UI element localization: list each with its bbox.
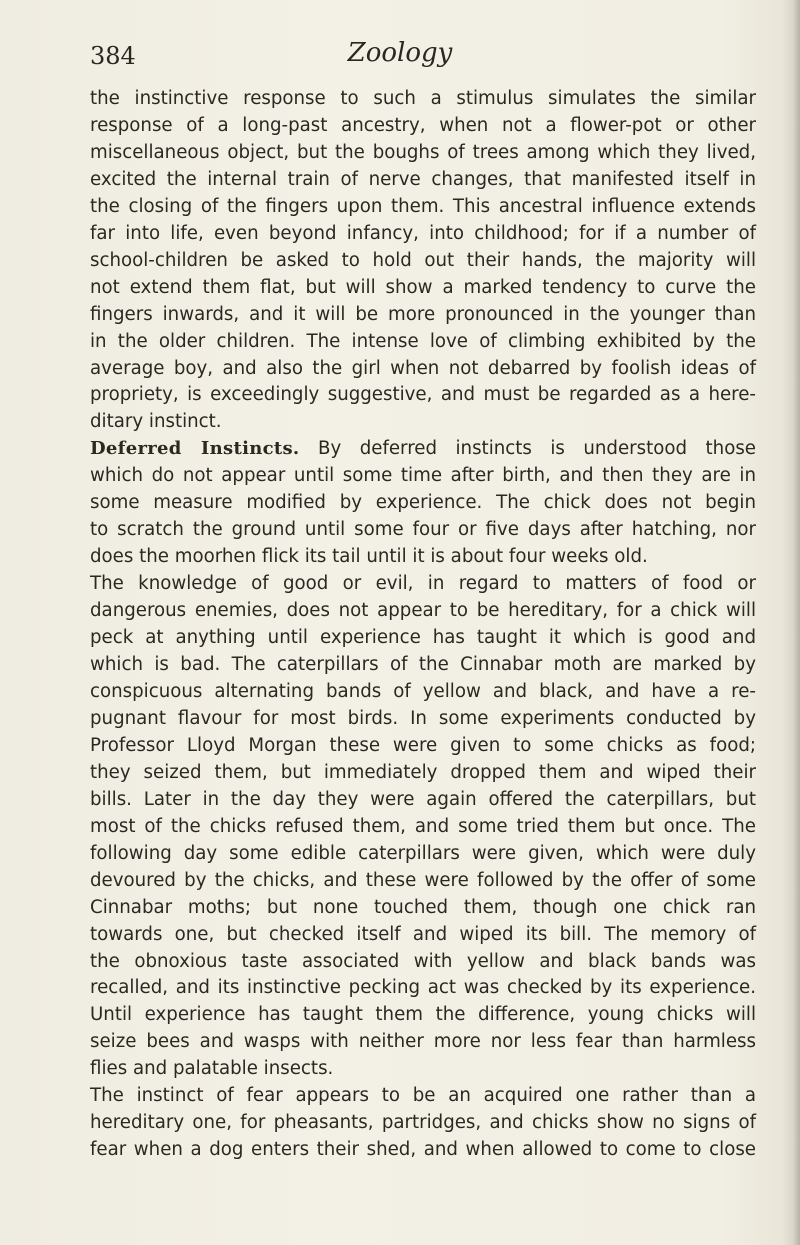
text-line: far into life, even beyond infancy, into childhood; for if a number of	[90, 222, 756, 244]
text-line: fear when a dog enters their shed, and when allowed to come to close	[90, 1139, 756, 1161]
text-line: bills. Later in the day they were again offered the caterpillars, but	[90, 788, 756, 810]
body-text	[90, 86, 756, 1164]
text-line: school-children be asked to hold out their hands, the majority will	[90, 249, 756, 271]
page-edge-shadow	[782, 0, 800, 1245]
text-line: response of a long-past ancestry, when not a flower-pot or other	[90, 114, 756, 136]
text-line: miscellaneous object, but the boughs of trees among which they lived,	[90, 141, 756, 163]
text-line: The instinct of fear appears to be an acquired one rather than a	[90, 1085, 756, 1107]
text-line: devoured by the chicks, and these were followed by the offer of some	[90, 869, 756, 891]
page-number: 384	[90, 42, 136, 70]
text-line: conspicuous alternating bands of yellow and black, and have a re-	[90, 680, 756, 702]
text-line: fingers inwards, and it will be more pronounced in the younger than	[90, 303, 756, 325]
text-line: does the moorhen flick its tail until it is about four weeks old.	[90, 546, 648, 568]
text-line: to scratch the ground until some four or five days after hatching, nor	[90, 519, 756, 541]
text-line: peck at anything until experience has taught it which is good and	[90, 627, 756, 649]
text-line: Professor Lloyd Morgan these were given to some chicks as food;	[90, 734, 756, 756]
text-line: towards one, but checked itself and wiped its bill. The memory of	[90, 923, 756, 945]
text-line: The knowledge of good or evil, in regard to matters of food or	[90, 573, 756, 595]
text-line: flies and palatable insects.	[90, 1058, 334, 1080]
paragraph-deferred-instincts	[90, 436, 756, 571]
text-line: which is bad. The caterpillars of the Cinnabar moth are marked by	[90, 654, 756, 676]
text-line: recalled, and its instinctive pecking act was checked by its experience.	[90, 977, 756, 999]
text-line: following day some edible caterpillars were given, which were duly	[90, 842, 756, 864]
text-line	[90, 436, 756, 463]
text-line: most of the chicks refused them, and some tried them but once. The	[90, 815, 756, 837]
section-heading: Deferred Instincts.	[90, 438, 300, 460]
text-line: in the older children. The intense love of climbing exhibited by the	[90, 330, 756, 352]
heading-line-rest: By deferred instincts is understood those	[299, 438, 756, 460]
text-line: dangerous enemies, does not appear to be hereditary, for a chick will	[90, 600, 756, 622]
text-line: which do not appear until some time after birth, and then they are in	[90, 465, 756, 487]
paragraph	[90, 1083, 756, 1164]
text-line: seize bees and wasps with neither more nor less fear than harmless	[90, 1031, 756, 1053]
text-line: propriety, is exceedingly suggestive, and must be regarded as a here-	[90, 384, 756, 406]
text-line: not extend them flat, but will show a marked tendency to curve the	[90, 276, 756, 298]
page-header	[0, 38, 800, 78]
paragraph	[90, 571, 756, 1083]
text-line: pugnant flavour for most birds. In some experiments conducted by	[90, 707, 756, 729]
text-line: hereditary one, for pheasants, partridges, and chicks show no signs of	[90, 1112, 756, 1134]
running-title: Zoology	[347, 38, 453, 68]
text-line: they seized them, but immediately dropped them and wiped their	[90, 761, 756, 783]
text-line: the obnoxious taste associated with yellow and black bands was	[90, 950, 756, 972]
text-line: average boy, and also the girl when not debarred by foolish ideas of	[90, 357, 756, 379]
paragraph	[90, 86, 756, 436]
text-line: Cinnabar moths; but none touched them, though one chick ran	[90, 896, 756, 918]
text-line: the instinctive response to such a stimulus simulates the similar	[90, 88, 756, 109]
text-line: excited the internal train of nerve changes, that manifested itself in	[90, 168, 756, 190]
text-line: ditary instinct.	[90, 411, 222, 433]
text-line: some measure modified by experience. The chick does not begin	[90, 492, 756, 514]
text-line: Until experience has taught them the difference, young chicks will	[90, 1004, 756, 1026]
text-line: the closing of the fingers upon them. This ancestral influence extends	[90, 195, 756, 217]
